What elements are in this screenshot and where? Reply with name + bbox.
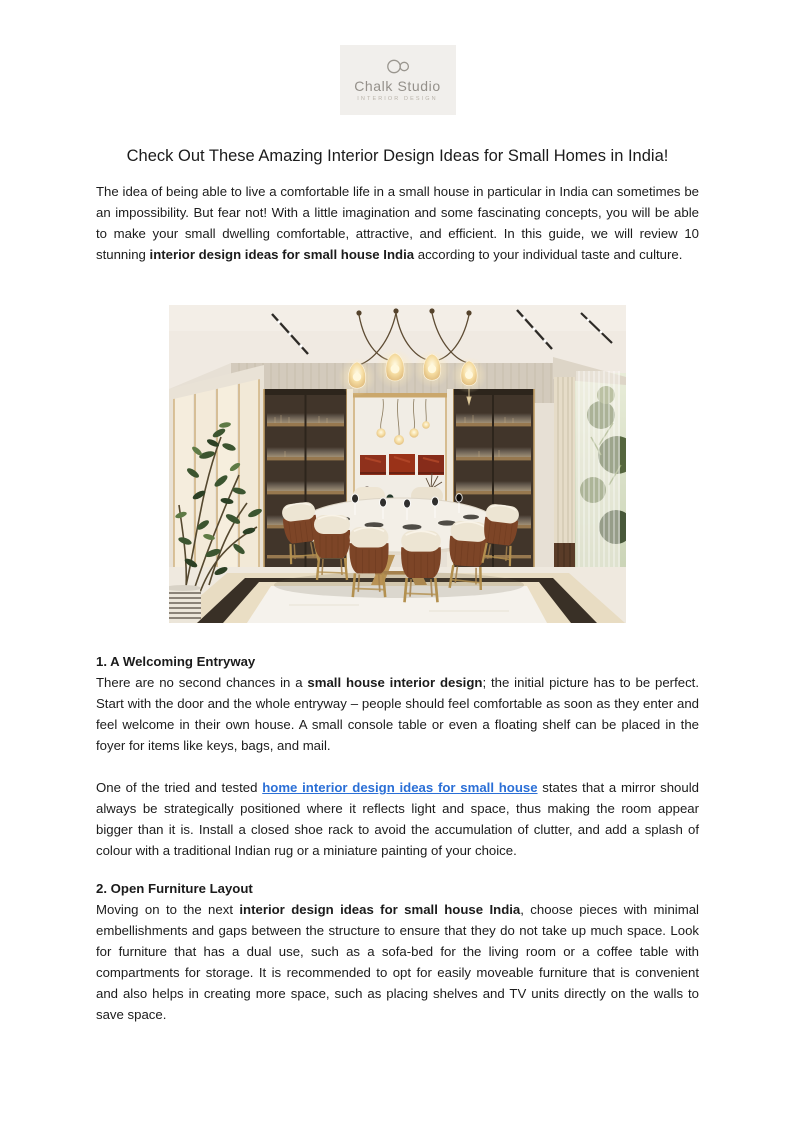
section-2-paragraph-1 <box>96 899 699 1025</box>
brand-name: Chalk Studio <box>354 78 441 94</box>
brand-logo <box>340 45 456 115</box>
inline-hyperlink[interactable]: home interior design ideas for small house <box>262 780 538 795</box>
section-1-heading: 1. A Welcoming Entryway <box>96 654 256 669</box>
section-1-p2-text-2: states that a mirror should always be strategically positioned where it reflects light and space, thus making the room appear bigger than it is. Install a closed shoe rack to avoid the accumulation of clutter, and add a splash of colour with a traditional Indian rug or a miniature painting of your choice. <box>96 780 699 858</box>
section-1 <box>96 651 699 756</box>
striped-planter <box>169 585 201 623</box>
infinity-rings-icon <box>384 58 411 75</box>
section-1-p2-text-1: One of the tried and tested <box>96 780 263 795</box>
section-1-paragraph-2 <box>96 777 699 861</box>
section-1-paragraph-1 <box>96 672 699 756</box>
dining-room-illustration <box>169 305 626 623</box>
section-2-heading: 2. Open Furniture Layout <box>96 881 253 896</box>
section-2-p1-text-2: , choose pieces with minimal embellishments and gaps between the structure to ensure that they do not take up much space. Look for furniture that has a dual use, such as a sofa-bed for the living room or a coffee table with compartments for storage. It is recommended to opt for easily moveable furniture that is convenient and also helps in creating more space, such as placing shelves and TV units directly on the walls to save space. <box>96 902 699 1022</box>
section-1-p1-text-2: ; the initial picture has to be perfect. Start with the door and the whole entryway – people should feel comfortable as soon as they enter and feel welcome in their own house. A small console table or even a floating shelf can be placed in the foyer for items like keys, bags, and mail. <box>96 675 699 753</box>
red-wall-art <box>360 454 444 475</box>
hero-image <box>169 305 626 623</box>
curtain-drape <box>554 377 575 579</box>
brand-tagline: INTERIOR DESIGN <box>357 96 438 102</box>
intro-paragraph <box>96 181 699 265</box>
page-title: Check Out These Amazing Interior Design Ideas for Small Homes in India! <box>126 147 669 165</box>
intro-text-1: The idea of being able to live a comfortable life in a small house in particular in India can sometimes be an impossibility. But fear not! With a little imagination and some fascinating concepts, you will be able to make your small dwelling comfortable, attractive, and efficient. In this guide, we will review 10 stunning <box>96 184 699 262</box>
section-1-link-block <box>96 777 699 861</box>
intro-text-2: according to your individual taste and culture. <box>414 247 683 262</box>
section-1-p1-bold-keyword: small house interior design <box>307 675 483 690</box>
section-1-p1-text-1: There are no second chances in a <box>96 675 308 690</box>
section-2 <box>96 878 699 1025</box>
section-2-p1-text-1: Moving on to the next <box>96 902 240 917</box>
intro-block <box>96 181 699 265</box>
intro-bold-keyword: interior design ideas for small house India <box>149 247 415 262</box>
section-2-p1-bold-keyword: interior design ideas for small house India <box>239 902 521 917</box>
